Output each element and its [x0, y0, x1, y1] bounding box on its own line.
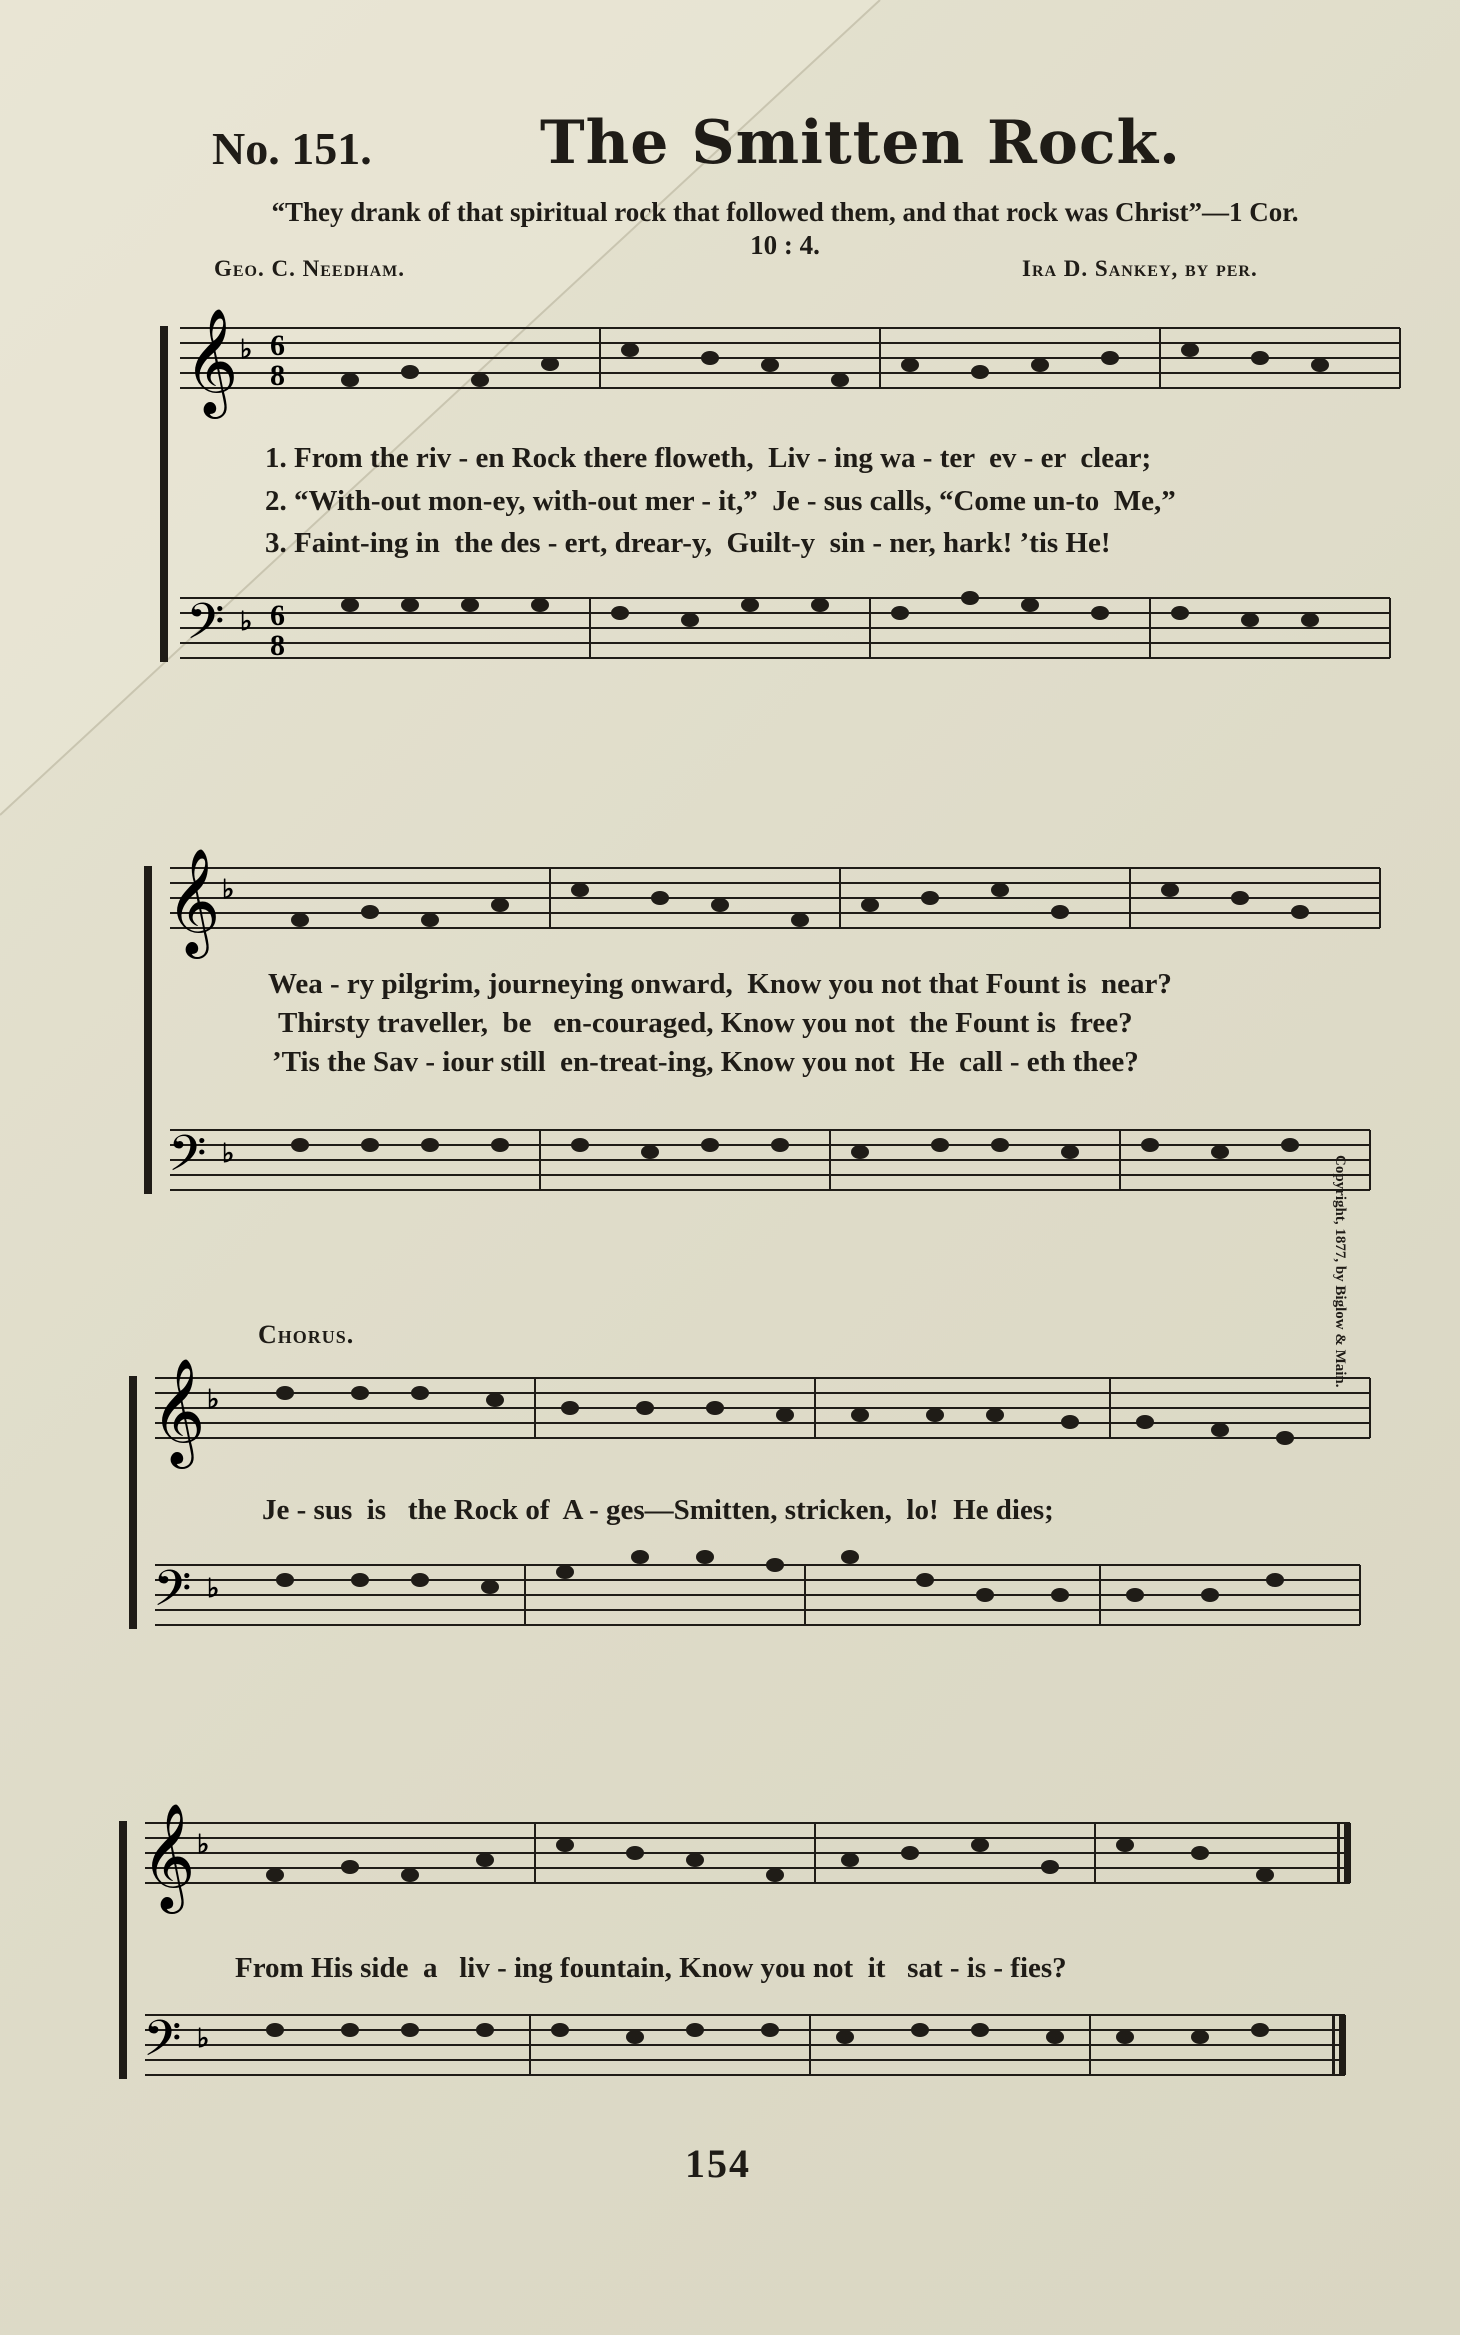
treble-clef: 𝄞	[184, 307, 239, 414]
author-credit: Geo. C. Needham.	[214, 256, 405, 281]
svg-text:𝄢: 𝄢	[143, 2010, 182, 2080]
hymn-number: No. 151.	[212, 123, 372, 174]
verse-line-3: 3. Faint-ing in the des - ert, drear-y, Guilt-y sin - ner, hark! ’tis He!	[265, 527, 1111, 559]
final-double-barline	[1332, 1823, 1351, 2075]
chorus-label: Chorus.	[258, 1320, 355, 1349]
svg-text:♭: ♭	[240, 607, 253, 636]
composer-credit: Ira D. Sankey, by per.	[1022, 256, 1258, 281]
copyright-notice: Copyright, 1877, by Biglow & Main.	[1332, 1155, 1348, 1388]
treble-staff	[180, 328, 1400, 388]
bass-clef: 𝄢	[186, 593, 225, 663]
hymn-title: The Smitten Rock.	[540, 108, 1181, 178]
svg-text:♭: ♭	[197, 2024, 210, 2053]
chorus-line: From His side a liv - ing fountain, Know you not it sat - is - fies?	[235, 1952, 1067, 1984]
svg-text:𝄢: 𝄢	[168, 1125, 207, 1195]
bass-staff	[180, 598, 1390, 658]
verse-line-3: ’Tis the Sav - iour still en-treat-ing, Know you not He call - eth thee?	[272, 1046, 1139, 1078]
svg-text:♭: ♭	[207, 1385, 220, 1414]
svg-text:♭: ♭	[222, 1139, 235, 1168]
svg-text:♭: ♭	[197, 1830, 210, 1859]
verse-line-1: Wea - ry pilgrim, journeying onward, Know you not that Fount is near?	[268, 968, 1172, 1000]
page-number: 154	[685, 2141, 751, 2186]
time-sig-bottom: 8	[270, 359, 285, 392]
system-brace	[160, 326, 168, 662]
svg-text:𝄞: 𝄞	[166, 847, 221, 954]
verse-line-2: Thirsty traveller, be en-couraged, Know you not the Fount is free?	[278, 1007, 1133, 1039]
svg-text:6: 6	[270, 599, 285, 632]
svg-text:♭: ♭	[207, 1574, 220, 1603]
key-signature: ♭	[240, 335, 253, 364]
svg-text:8: 8	[270, 629, 285, 662]
svg-text:♭: ♭	[222, 875, 235, 904]
verse-line-1: 1. From the riv - en Rock there floweth, Liv - ing wa - ter ev - er clear;	[265, 442, 1152, 474]
chorus-line: Je - sus is the Rock of A - ges—Smitten, stricken, lo! He dies;	[262, 1494, 1054, 1526]
svg-text:𝄞: 𝄞	[151, 1357, 206, 1464]
time-sig-top: 6	[270, 329, 285, 362]
svg-text:𝄞: 𝄞	[141, 1802, 196, 1909]
svg-text:𝄢: 𝄢	[153, 1560, 192, 1630]
epigraph: “They drank of that spiritual rock that followed them, and that rock was Christ”—1 Cor. 10 : 4.	[271, 197, 1299, 260]
verse-line-2: 2. “With-out mon-ey, with-out mer - it,” Je - sus calls, “Come un-to Me,”	[265, 485, 1176, 517]
